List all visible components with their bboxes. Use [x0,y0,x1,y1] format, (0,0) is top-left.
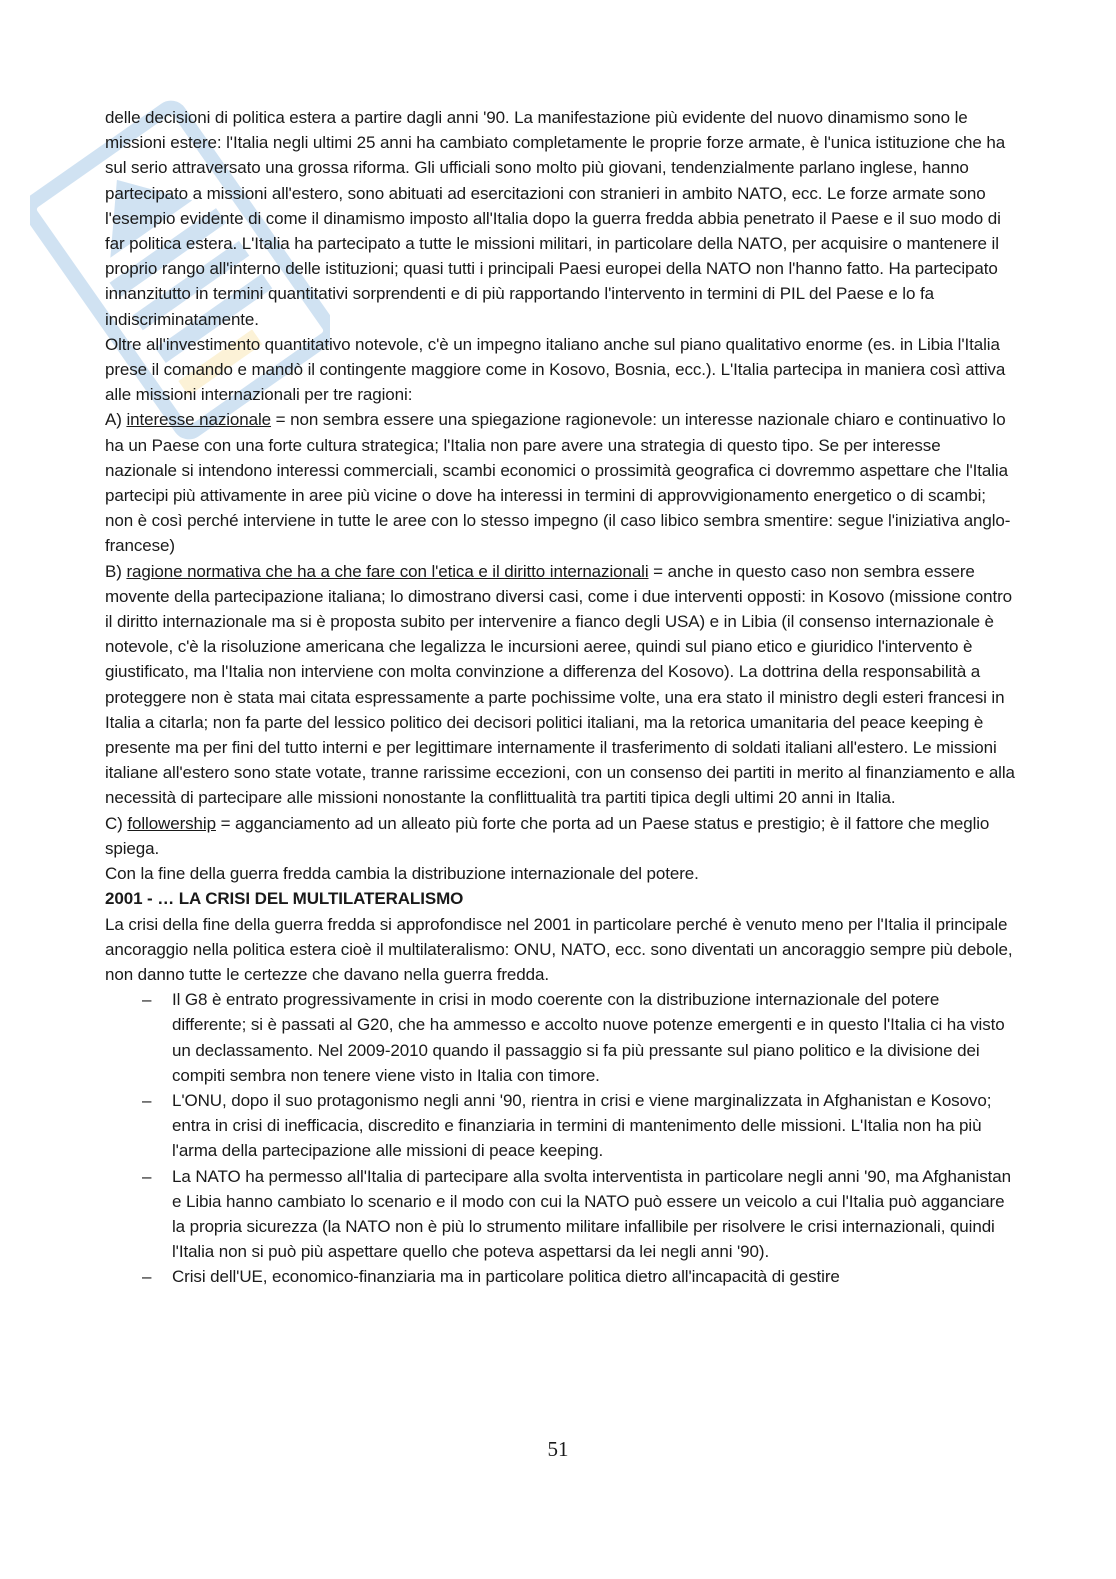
list-item [105,1164,1017,1265]
reason-b-prefix: B) [105,561,127,581]
list-item [105,987,1017,1088]
page-body [105,105,1017,1290]
reason-b [105,559,1017,811]
list-item-text: La NATO ha permesso all'Italia di partecipare alla svolta interventista in particolare negli anni '90, ma Afghanistan e Libia hanno cambiato lo scenario e il modo con cui la NATO può essere un veicolo a cui l'Italia può agganciare la propria sicurezza (la NATO non è più lo strumento militare infallibile per risolvere le crisi internazionali, quindi l'Italia non si può più aspettare quello che poteva aspettarsi da lei negli anni '90). [172,1166,1011,1262]
list-item [105,1264,1017,1289]
page-number: 51 [547,1437,569,1461]
paragraph-forze-armate: delle decisioni di politica estera a partire dagli anni '90. La manifestazione più evidente del nuovo dinamismo sono le missioni estere: l'Italia negli ultimi 25 anni ha cambiato completamente le proprie forze armate, è l'unica istituzione che ha sul serio attraversato una grossa riforma. Gli ufficiali sono molto più giovani, tendenzialmente parlano inglese, hanno partecipato a missioni all'estero, sono abituati ad esercitazioni con stranieri in ambito NATO, ecc. Le forze armate sono l'esempio evidente di come il dinamismo imposto all'Italia dopo la guerra fredda abbia penetrato il Paese e il suo modo di far politica estera. L'Italia ha partecipato a tutte le missioni militari, in particolare della NATO, per acquisire o mantenere il proprio rango all'interno delle istituzioni; quasi tutti i principali Paesi europei della NATO non l'hanno fatto. Ha partecipato innanzitutto in termini quantitativi sorprendenti e di più rapportando l'intervento in termini di PIL del Paese e lo fa indiscriminatamente. [105,108,1006,329]
dash-bullet-icon: – [142,990,152,1010]
list-item-text: L'ONU, dopo il suo protagonismo negli anni '90, rientra in crisi e viene marginalizzata in Afghanistan e Kosovo; entra in crisi di inefficacia, discredito e finanziaria in termini di mantenimento delle missioni. L'Italia non ha più l'arma della partecipazione alle missioni di peace keeping. [172,1090,992,1161]
reason-c-term: followership [127,813,216,833]
bullet-list [105,987,1017,1289]
dash-bullet-icon: – [142,1166,152,1186]
paragraph-crisi-multilateralismo: La crisi della fine della guerra fredda si approfondisce nel 2001 in particolare perché è venuto meno per l'Italia il principale ancoraggio nella politica estera cioè il multilateralismo: ONU, NATO, ecc. sono diventati un ancoraggio sempre più debole, non danno tutte le certezze che davano nella guerra fredda. [105,914,1013,984]
section-heading: 2001 - … LA CRISI DEL MULTILATERALISMO [105,889,464,909]
reason-a [105,407,1017,558]
reason-b-text: = anche in questo caso non sembra essere movente della partecipazione italiana; lo dimostrano diversi casi, come i due interventi opposti: in Kosovo (missione contro il diritto internazionale ma si è proposta subito per intervenire a fianco degli USA) e in Libia (il consenso internazionale è notevole, c'è la risoluzione americana che legalizza le incursioni aeree, quindi sul piano etico e giuridico l'intervento è giustificato, ma l'Italia non interviene con molta convinzione a differenza del Kosovo). La dottrina della responsabilità a proteggere non è stata mai citata espressamente a parte pochissime volte, una era stato il ministro degli esteri francesi in Italia a citarla; non fa parte del lessico politico dei decisori politici italiani, ma la retorica umanitaria del peace keeping è presente ma per fini del tutto interni e per legittimare internamente il trasferimento di soldati italiani all'estero. Le missioni italiane all'estero sono state votate, tranne rarissime eccezioni, con un consenso dei partiti in merito al finanziamento e alla necessità di partecipare alle missioni nonostante la conflittualità tra partiti tipica degli ultimi 20 anni in Italia. [105,561,1015,808]
reason-c-text: = agganciamento ad un alleato più forte che porta ad un Paese status e prestigio; è il fattore che meglio spiega. [105,813,990,858]
reason-a-prefix: A) [105,410,127,430]
reason-c [105,811,1017,861]
dash-bullet-icon: – [142,1267,152,1287]
dash-bullet-icon: – [142,1090,152,1110]
list-item-text: Il G8 è entrato progressivamente in crisi in modo coerente con la distribuzione internazionale del potere differente; si è passati al G20, che ha ammesso e accolto nuove potenze emergenti e in questo l'Italia ci ha visto un declassamento. Nel 2009-2010 quando il passaggio si fa più pressante sul piano politico e la divisione dei compiti sembra non tenere viene visto in Italia con timore. [172,990,1005,1085]
reason-a-text: = non sembra essere una spiegazione ragionevole: un interesse nazionale chiaro e continuativo lo ha un Paese con una forte cultura strategica; l'Italia non pare avere una strategia di questo tipo. Se per interesse nazionale si intendono interessi commerciali, scambi economici o prossimità geografica ci dovremmo aspettare che l'Italia partecipi più attivamente in aree più vicine o dove ha interessi in termini di approvvigionamento energetico o di scambi; non è così perché interviene in tutte le aree con lo stesso impegno (il caso libico sembra smentire: segue l'iniziativa anglo-francese) [105,410,1011,556]
paragraph-distribuzione-potere: Con la fine della guerra fredda cambia la distribuzione internazionale del potere. [105,864,699,884]
reason-b-term: ragione normativa che ha a che fare con l'etica e il diritto internazionali [126,561,649,581]
list-item-text: Crisi dell'UE, economico-finanziaria ma in particolare politica dietro all'incapacità di gestire [172,1267,840,1287]
list-item [105,1088,1017,1164]
paragraph-impegno-qualitativo: Oltre all'investimento quantitativo notevole, c'è un impegno italiano anche sul piano qualitativo enorme (es. in Libia l'Italia prese il comando e mandò il contingente maggiore come in Kosovo, Bosnia, ecc.). L'Italia partecipa in maniera così attiva alle missioni internazionali per tre ragioni: [105,334,1006,405]
reason-a-term: interesse nazionale [126,410,272,430]
reason-c-prefix: C) [105,813,128,833]
